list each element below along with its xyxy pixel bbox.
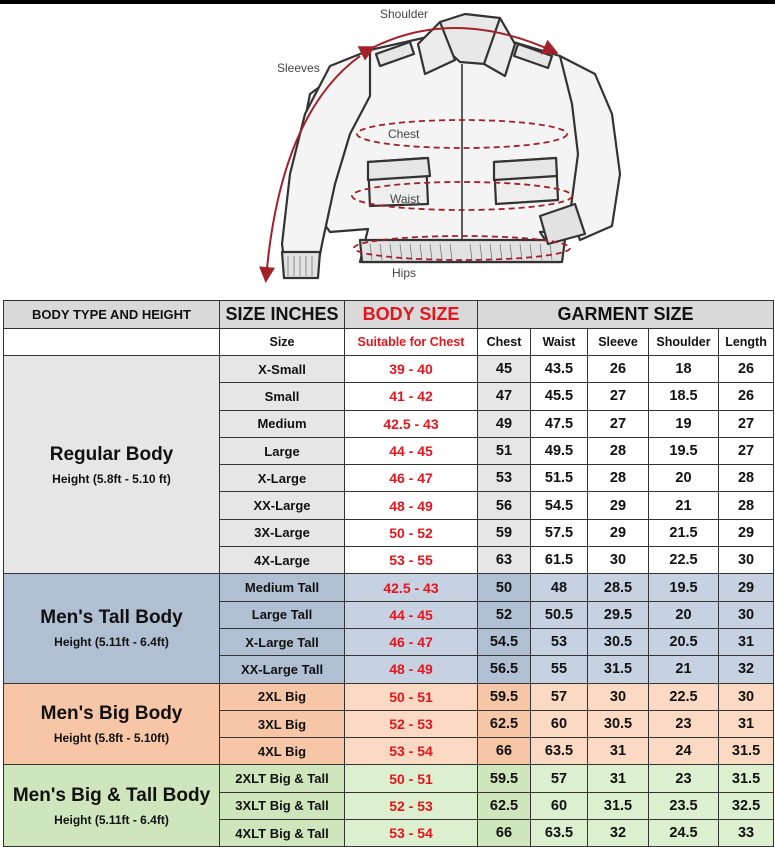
shoulder-label: Shoulder bbox=[380, 7, 429, 21]
suitable-chest-subheader: Suitable for Chest bbox=[345, 329, 478, 356]
chest-range-cell: 46 - 47 bbox=[345, 628, 478, 655]
sleeve-cell: 26 bbox=[588, 356, 649, 383]
size-cell: X-Large bbox=[220, 465, 345, 492]
jacket-diagram bbox=[0, 4, 775, 296]
shoulder-cell: 21.5 bbox=[649, 519, 719, 546]
sleeve-cell: 27 bbox=[588, 410, 649, 437]
size-cell: 4XLT Big & Tall bbox=[220, 820, 345, 847]
chest-range-cell: 50 - 51 bbox=[345, 683, 478, 710]
sleeve-cell: 30 bbox=[588, 683, 649, 710]
blank-subheader bbox=[4, 329, 220, 356]
length-cell: 27 bbox=[719, 437, 774, 464]
size-cell: X-Small bbox=[220, 356, 345, 383]
waist-cell: 48 bbox=[531, 574, 588, 601]
length-cell: 28 bbox=[719, 492, 774, 519]
waist-cell: 63.5 bbox=[531, 738, 588, 765]
size-inches-header: SIZE INCHES bbox=[220, 301, 345, 329]
sleeve-cell: 28 bbox=[588, 465, 649, 492]
waist-cell: 45.5 bbox=[531, 383, 588, 410]
size-cell: Small bbox=[220, 383, 345, 410]
waist-cell: 61.5 bbox=[531, 547, 588, 574]
sleeve-cell: 30.5 bbox=[588, 710, 649, 737]
length-cell: 27 bbox=[719, 410, 774, 437]
chest-label: Chest bbox=[388, 127, 420, 141]
length-cell: 30 bbox=[719, 547, 774, 574]
waist-cell: 47.5 bbox=[531, 410, 588, 437]
body-size-header: BODY SIZE bbox=[345, 301, 478, 329]
hips-label: Hips bbox=[392, 266, 417, 280]
header-row bbox=[4, 301, 774, 329]
sleeve-cell: 32 bbox=[588, 820, 649, 847]
group-big-tall-body-cell bbox=[4, 765, 220, 847]
size-cell: Large bbox=[220, 437, 345, 464]
chest-range-cell: 44 - 45 bbox=[345, 601, 478, 628]
chest-cell: 51 bbox=[478, 437, 531, 464]
shoulder-cell: 20 bbox=[649, 465, 719, 492]
chest-cell: 62.5 bbox=[478, 792, 531, 819]
chest-range-cell: 42.5 - 43 bbox=[345, 574, 478, 601]
sleeve-cell: 31.5 bbox=[588, 792, 649, 819]
shoulder-cell: 23 bbox=[649, 765, 719, 792]
waist-cell: 50.5 bbox=[531, 601, 588, 628]
group-regular-body-cell bbox=[4, 356, 220, 574]
chest-range-cell: 39 - 40 bbox=[345, 356, 478, 383]
size-cell: 3XL Big bbox=[220, 710, 345, 737]
shoulder-cell: 23 bbox=[649, 710, 719, 737]
length-cell: 33 bbox=[719, 820, 774, 847]
size-cell: 2XL Big bbox=[220, 683, 345, 710]
length-cell: 28 bbox=[719, 465, 774, 492]
chest-cell: 59 bbox=[478, 519, 531, 546]
size-cell: XX-Large bbox=[220, 492, 345, 519]
sleeve-cell: 31 bbox=[588, 738, 649, 765]
sleeve-cell: 31 bbox=[588, 765, 649, 792]
group-height: Height (5.8ft - 5.10ft) bbox=[53, 731, 170, 745]
length-cell: 29 bbox=[719, 519, 774, 546]
chest-range-cell: 46 - 47 bbox=[345, 465, 478, 492]
length-subheader: Length bbox=[719, 329, 774, 356]
chest-range-cell: 53 - 54 bbox=[345, 820, 478, 847]
sleeve-cell: 29 bbox=[588, 519, 649, 546]
shoulder-cell: 24.5 bbox=[649, 820, 719, 847]
sleeve-cell: 28.5 bbox=[588, 574, 649, 601]
shoulder-subheader: Shoulder bbox=[649, 329, 719, 356]
chest-cell: 45 bbox=[478, 356, 531, 383]
length-cell: 29 bbox=[719, 574, 774, 601]
shoulder-cell: 19.5 bbox=[649, 574, 719, 601]
chest-cell: 56.5 bbox=[478, 656, 531, 683]
chest-cell: 56 bbox=[478, 492, 531, 519]
chest-cell: 59.5 bbox=[478, 765, 531, 792]
waist-cell: 43.5 bbox=[531, 356, 588, 383]
waist-cell: 60 bbox=[531, 792, 588, 819]
sleeve-subheader: Sleeve bbox=[588, 329, 649, 356]
size-cell: Large Tall bbox=[220, 601, 345, 628]
size-cell: XX-Large Tall bbox=[220, 656, 345, 683]
waist-cell: 53 bbox=[531, 628, 588, 655]
shoulder-cell: 24 bbox=[649, 738, 719, 765]
jacket-outline bbox=[282, 14, 620, 278]
waist-cell: 60 bbox=[531, 710, 588, 737]
waist-cell: 57.5 bbox=[531, 519, 588, 546]
chest-range-cell: 48 - 49 bbox=[345, 492, 478, 519]
sleeve-cell: 29.5 bbox=[588, 601, 649, 628]
group-height: Height (5.8ft - 5.10 ft) bbox=[52, 471, 171, 486]
size-cell: Medium bbox=[220, 410, 345, 437]
chest-cell: 53 bbox=[478, 465, 531, 492]
chest-range-cell: 44 - 45 bbox=[345, 437, 478, 464]
chest-subheader: Chest bbox=[478, 329, 531, 356]
sleeves-label: Sleeves bbox=[277, 61, 320, 75]
chest-cell: 49 bbox=[478, 410, 531, 437]
waist-cell: 49.5 bbox=[531, 437, 588, 464]
group-title: Men's Tall Body bbox=[40, 607, 183, 629]
chest-cell: 50 bbox=[478, 574, 531, 601]
waist-label: Waist bbox=[390, 192, 420, 206]
garment-size-header: GARMENT SIZE bbox=[478, 301, 774, 329]
chest-cell: 66 bbox=[478, 820, 531, 847]
chest-cell: 62.5 bbox=[478, 710, 531, 737]
sleeve-cell: 30.5 bbox=[588, 628, 649, 655]
length-cell: 30 bbox=[719, 683, 774, 710]
group-height: Height (5.11ft - 6.4ft) bbox=[54, 635, 169, 650]
shoulder-cell: 22.5 bbox=[649, 683, 719, 710]
waist-subheader: Waist bbox=[531, 329, 588, 356]
shoulder-cell: 20.5 bbox=[649, 628, 719, 655]
sleeve-cell: 31.5 bbox=[588, 656, 649, 683]
length-cell: 26 bbox=[719, 356, 774, 383]
length-cell: 31 bbox=[719, 628, 774, 655]
size-cell: Medium Tall bbox=[220, 574, 345, 601]
shoulder-cell: 21 bbox=[649, 656, 719, 683]
sleeve-cell: 27 bbox=[588, 383, 649, 410]
chest-range-cell: 53 - 54 bbox=[345, 738, 478, 765]
chest-range-cell: 52 - 53 bbox=[345, 710, 478, 737]
group-title: Men's Big Body bbox=[40, 703, 183, 724]
chest-cell: 59.5 bbox=[478, 683, 531, 710]
shoulder-cell: 23.5 bbox=[649, 792, 719, 819]
chest-cell: 52 bbox=[478, 601, 531, 628]
chest-range-cell: 41 - 42 bbox=[345, 383, 478, 410]
shoulder-cell: 20 bbox=[649, 601, 719, 628]
size-chart-body bbox=[4, 356, 774, 847]
chest-range-cell: 50 - 51 bbox=[345, 765, 478, 792]
group-big-body-cell bbox=[4, 683, 220, 765]
size-subheader: Size bbox=[220, 329, 345, 356]
sleeve-cell: 30 bbox=[588, 547, 649, 574]
length-cell: 30 bbox=[719, 601, 774, 628]
shoulder-cell: 18.5 bbox=[649, 383, 719, 410]
shoulder-cell: 19 bbox=[649, 410, 719, 437]
size-cell: X-Large Tall bbox=[220, 628, 345, 655]
shoulder-cell: 22.5 bbox=[649, 547, 719, 574]
chest-range-cell: 50 - 52 bbox=[345, 519, 478, 546]
length-cell: 32.5 bbox=[719, 792, 774, 819]
shoulder-cell: 21 bbox=[649, 492, 719, 519]
length-cell: 31 bbox=[719, 710, 774, 737]
sleeve-cell: 29 bbox=[588, 492, 649, 519]
chest-cell: 66 bbox=[478, 738, 531, 765]
waist-cell: 51.5 bbox=[531, 465, 588, 492]
subheader-row bbox=[4, 329, 774, 356]
chest-cell: 54.5 bbox=[478, 628, 531, 655]
group-title: Men's Big & Tall Body bbox=[12, 784, 211, 806]
group-tall-body-cell bbox=[4, 574, 220, 683]
shoulder-cell: 19.5 bbox=[649, 437, 719, 464]
waist-cell: 54.5 bbox=[531, 492, 588, 519]
jacket-measurement-illustration bbox=[0, 4, 775, 296]
group-height: Height (5.11ft - 6.4ft) bbox=[54, 812, 169, 827]
size-cell: 3X-Large bbox=[220, 519, 345, 546]
length-cell: 26 bbox=[719, 383, 774, 410]
group-title: Regular Body bbox=[49, 443, 174, 465]
length-cell: 31.5 bbox=[719, 765, 774, 792]
size-cell: 2XLT Big & Tall bbox=[220, 765, 345, 792]
waist-cell: 57 bbox=[531, 765, 588, 792]
table-row bbox=[4, 683, 774, 710]
chest-range-cell: 52 - 53 bbox=[345, 792, 478, 819]
length-cell: 32 bbox=[719, 656, 774, 683]
length-cell: 31.5 bbox=[719, 738, 774, 765]
body-type-header: BODY TYPE AND HEIGHT bbox=[4, 301, 220, 329]
table-row bbox=[4, 574, 774, 601]
chest-range-cell: 53 - 55 bbox=[345, 547, 478, 574]
size-cell: 4XL Big bbox=[220, 738, 345, 765]
waist-cell: 63.5 bbox=[531, 820, 588, 847]
waist-cell: 55 bbox=[531, 656, 588, 683]
table-row bbox=[4, 356, 774, 383]
table-row bbox=[4, 765, 774, 792]
chest-range-cell: 42.5 - 43 bbox=[345, 410, 478, 437]
size-chart-table bbox=[3, 300, 774, 847]
sleeve-cell: 28 bbox=[588, 437, 649, 464]
chest-cell: 63 bbox=[478, 547, 531, 574]
size-cell: 3XLT Big & Tall bbox=[220, 792, 345, 819]
size-cell: 4X-Large bbox=[220, 547, 345, 574]
chest-range-cell: 48 - 49 bbox=[345, 656, 478, 683]
waist-cell: 57 bbox=[531, 683, 588, 710]
chest-cell: 47 bbox=[478, 383, 531, 410]
shoulder-cell: 18 bbox=[649, 356, 719, 383]
